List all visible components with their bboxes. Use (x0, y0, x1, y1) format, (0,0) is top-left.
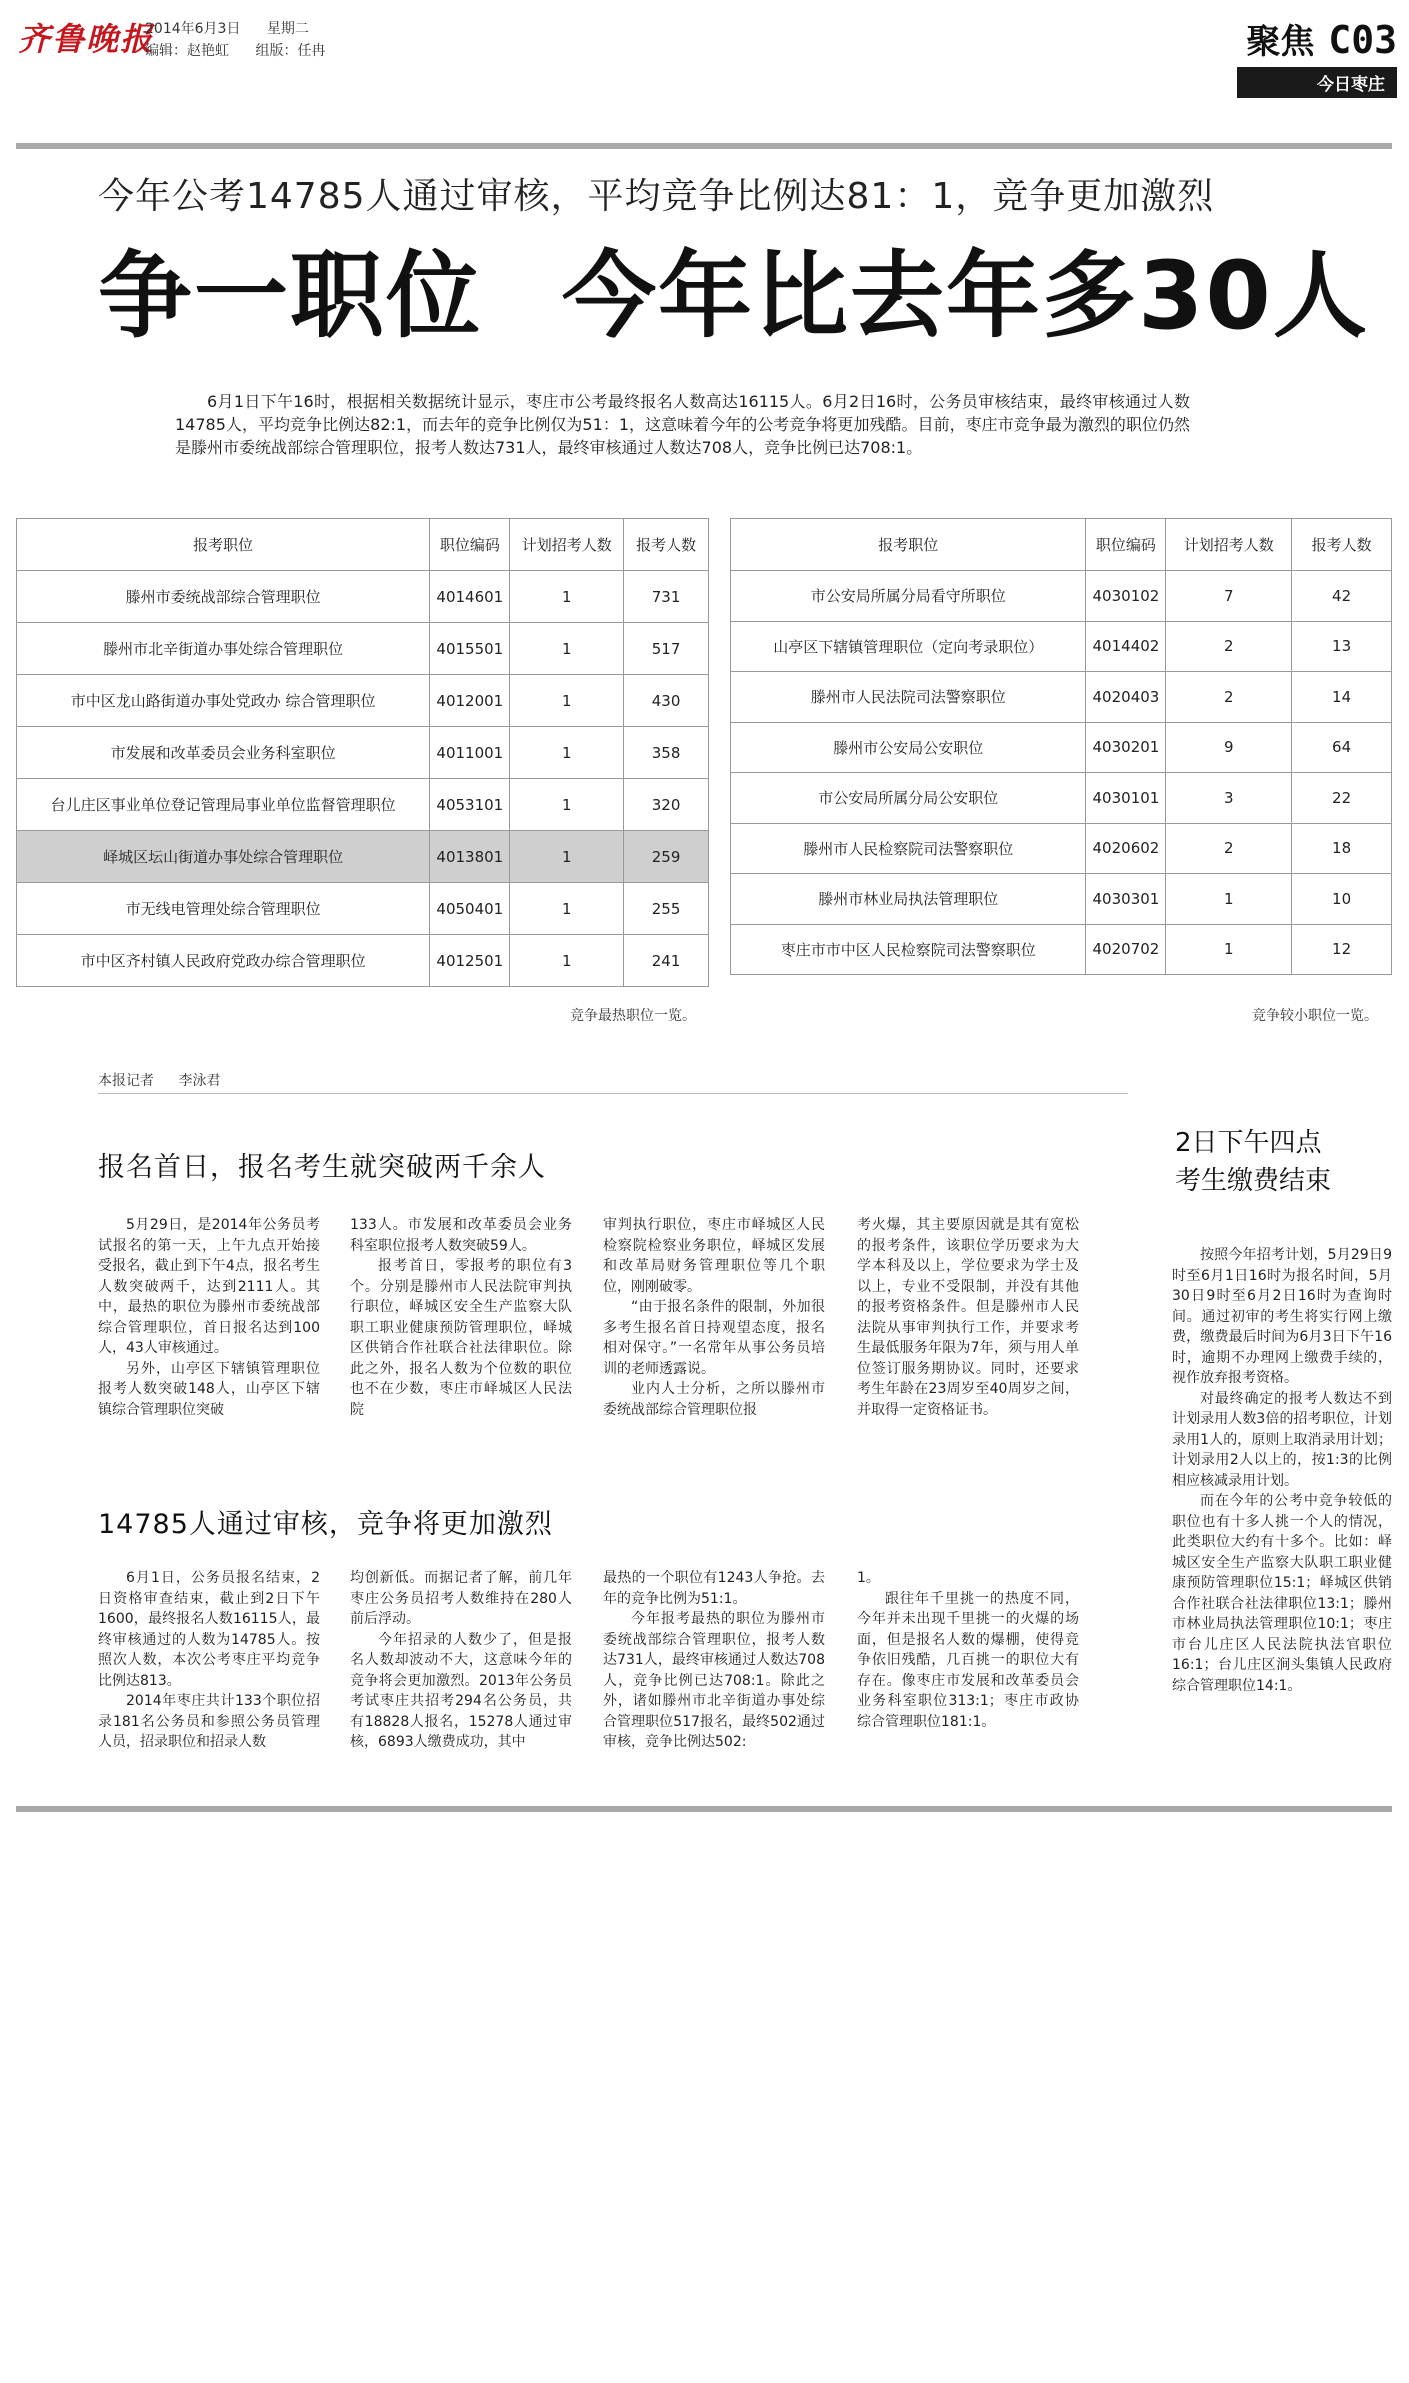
cell-applicants: 517 (624, 623, 709, 675)
cell-position: 滕州市人民法院司法警察职位 (731, 672, 1086, 723)
cell-position: 滕州市北辛街道办事处综合管理职位 (17, 623, 430, 675)
reporter-name: 李泳君 (178, 1073, 221, 1089)
cell-plan: 1 (510, 935, 624, 987)
cell-position: 市中区齐村镇人民政府党政办综合管理职位 (17, 935, 430, 987)
section-2-column-1 (98, 1568, 320, 1753)
cell-position: 滕州市委统战部综合管理职位 (17, 571, 430, 623)
cell-position: 山亭区下辖镇管理职位（定向考录职位） (731, 621, 1086, 672)
paragraph: 跟往年千里挑一的热度不同，今年并未出现千里挑一的火爆的场面，但是报名人数的爆棚，使得竞争依旧残酷，几百挑一的职位大有存在。像枣庄市发展和改革委员会业务科室职位313:1；枣庄市政协综合管理职位181:1。 (857, 1590, 1079, 1730)
table-row (731, 874, 1392, 925)
newspaper-logo: 齐鲁晚报 (18, 20, 155, 58)
dateline (145, 18, 347, 62)
table-row (731, 823, 1392, 874)
table-row (17, 727, 709, 779)
cell-code: 4053101 (430, 779, 510, 831)
cell-plan: 1 (1166, 874, 1292, 925)
cell-applicants: 13 (1292, 621, 1392, 672)
top-divider (16, 143, 1392, 149)
cell-code: 4014601 (430, 571, 510, 623)
cell-plan: 2 (1166, 672, 1292, 723)
paragraph: 按照今年招考计划，5月29日9时至6月1日16时为报名时间，5月30日9时至6月2日16时为查询时间。通过初审的考生将实行网上缴费，缴费最后时间为6月3日下午16时，逾期不办理网上缴费手续的，视作放弃报考资格。 (1172, 1247, 1392, 1386)
headline-part-1: 争一职位 (98, 242, 483, 351)
table-row (731, 773, 1392, 824)
table-row (17, 623, 709, 675)
cell-applicants: 64 (1292, 722, 1392, 773)
paragraph: “由于报名条件的限制，外加很多考生报名首日持观望态度，报名相对保守。”一名常年从事公务员培训的老师透露说。 (603, 1299, 825, 1377)
cell-applicants: 42 (1292, 571, 1392, 622)
cell-code: 4030301 (1086, 874, 1166, 925)
cell-plan: 2 (1166, 823, 1292, 874)
cell-applicants: 14 (1292, 672, 1392, 723)
headline-part-2: 今年比去年多30人 (562, 242, 1369, 351)
section-label (1237, 14, 1397, 98)
section-1-column-2 (350, 1215, 572, 1420)
section-1-title: 报名首日，报名考生就突破两千余人 (98, 1152, 546, 1183)
cell-applicants: 430 (624, 675, 709, 727)
table-row (17, 779, 709, 831)
section-2-column-2 (350, 1568, 572, 1753)
header-code: 职位编码 (1086, 519, 1166, 571)
page-code: C03 (1328, 18, 1397, 62)
table-row (17, 935, 709, 987)
cell-code: 4012001 (430, 675, 510, 727)
cell-position: 市无线电管理处综合管理职位 (17, 883, 430, 935)
layout-credit: 组版：任冉 (255, 43, 326, 59)
section-1-column-1 (98, 1215, 320, 1420)
cell-plan: 1 (510, 727, 624, 779)
cell-applicants: 10 (1292, 874, 1392, 925)
paragraph: 今年招录的人数少了，但是报名人数却波动不大，这意味今年的竞争将会更加激烈。2013年公务员考试枣庄共招考294名公务员，共有18828人报名，15278人通过审核，6893人缴费成功，其中 (350, 1631, 572, 1750)
section-1-column-4 (857, 1215, 1079, 1420)
table-row (731, 924, 1392, 975)
byline-divider (98, 1093, 1128, 1094)
paragraph: 1。 (857, 1570, 880, 1586)
cell-plan: 1 (510, 571, 624, 623)
byline (98, 1070, 240, 1090)
section-1-column-3 (603, 1215, 825, 1420)
section-2-column-4 (857, 1568, 1079, 1732)
table-row (731, 621, 1392, 672)
cell-position: 市发展和改革委员会业务科室职位 (17, 727, 430, 779)
cell-code: 4020702 (1086, 924, 1166, 975)
table-header-row (731, 519, 1392, 571)
cell-plan: 9 (1166, 722, 1292, 773)
cell-code: 4020602 (1086, 823, 1166, 874)
cell-plan: 1 (510, 831, 624, 883)
section-subtitle: 今日枣庄 (1237, 67, 1397, 98)
header-applicants: 报考人数 (624, 519, 709, 571)
section-name: 聚焦 (1246, 22, 1315, 62)
cell-plan: 1 (510, 883, 624, 935)
cell-plan: 1 (510, 675, 624, 727)
cell-position: 峄城区坛山街道办事处综合管理职位 (17, 831, 430, 883)
sidebar-title-line-1: 2日下午四点 (1175, 1128, 1322, 1158)
cell-position: 市中区龙山路街道办事处党政办 综合管理职位 (17, 675, 430, 727)
table-header-row (17, 519, 709, 571)
cell-applicants: 255 (624, 883, 709, 935)
table-row-highlighted (17, 831, 709, 883)
editor-credit: 编辑：赵艳虹 (145, 43, 229, 59)
cell-code: 4013801 (430, 831, 510, 883)
hot-table-caption: 竞争最热职位一览。 (570, 1008, 696, 1024)
paragraph: 均创新低。而据记者了解，前几年枣庄公务员招考人数维持在280人前后浮动。 (350, 1570, 572, 1627)
paragraph: 审判执行职位，枣庄市峄城区人民检察院检察业务职位，峄城区发展和改革局财务管理职位等几个职位，刚刚破零。 (603, 1217, 825, 1295)
cell-position: 市公安局所属分局看守所职位 (731, 571, 1086, 622)
bottom-divider (16, 1806, 1392, 1812)
table-row (731, 672, 1392, 723)
cell-plan: 3 (1166, 773, 1292, 824)
section-2-title: 14785人通过审核，竞争将更加激烈 (98, 1509, 553, 1540)
table-row (17, 883, 709, 935)
cell-position: 滕州市人民检察院司法警察职位 (731, 823, 1086, 874)
cell-applicants: 241 (624, 935, 709, 987)
sidebar-body (1172, 1245, 1392, 1696)
cell-code: 4030101 (1086, 773, 1166, 824)
cell-position: 枣庄市市中区人民检察院司法警察职位 (731, 924, 1086, 975)
header-plan: 计划招考人数 (1166, 519, 1292, 571)
cold-positions-table (730, 518, 1392, 975)
cell-plan: 7 (1166, 571, 1292, 622)
header-code: 职位编码 (430, 519, 510, 571)
issue-date: 2014年6月3日 (145, 21, 241, 37)
paragraph: 6月1日，公务员报名结束，2日资格审查结束，截止到2日下午1600，最终报名人数16115人，最终审核通过的人数为14785人。按照次人数，本次公考枣庄平均竞争比例达813。 (98, 1570, 320, 1689)
byline-label: 本报记者 (98, 1073, 154, 1089)
table-row (731, 722, 1392, 773)
cell-applicants: 18 (1292, 823, 1392, 874)
paragraph: 今年报考最热的职位为滕州市委统战部综合管理职位，报考人数达731人，最终审核通过人数达708人，竞争比例已达708:1。除此之外，诸如滕州市北辛街道办事处综合管理职位517报名，最终502通过审核，竞争比例达502: (603, 1611, 825, 1750)
issue-weekday: 星期二 (266, 21, 309, 37)
cell-plan: 1 (510, 779, 624, 831)
cell-applicants: 358 (624, 727, 709, 779)
cell-applicants: 259 (624, 831, 709, 883)
cell-applicants: 12 (1292, 924, 1392, 975)
cell-position: 市公安局所属分局公安职位 (731, 773, 1086, 824)
paragraph: 最热的一个职位有1243人争抢。去年的竞争比例为51:1。 (603, 1570, 825, 1607)
cell-code: 4012501 (430, 935, 510, 987)
paragraph: 报考首日，零报考的职位有3个。分别是滕州市人民法院审判执行职位，峄城区安全生产监察大队职工职业健康预防管理职位，峄城区供销合作社联合社法律职位。除此之外，报名人数为个位数的职位也不在少数，枣庄市峄城区人民法院 (350, 1258, 572, 1418)
header-applicants: 报考人数 (1292, 519, 1392, 571)
cell-code: 4030102 (1086, 571, 1166, 622)
cell-position: 滕州市林业局执法管理职位 (731, 874, 1086, 925)
cell-applicants: 320 (624, 779, 709, 831)
cell-code: 4014402 (1086, 621, 1166, 672)
lead-paragraph: 6月1日下午16时，根据相关数据统计显示，枣庄市公考最终报名人数高达16115人。6月2日16时，公务员审核结束，最终审核通过人数14785人，平均竞争比例达82:1，而去年的竞争比例仅为51：1，这意味着今年的公考竞争将更加残酷。目前，枣庄市竞争最为激烈的职位仍然是滕州市委统战部综合管理职位，报考人数达731人，最终审核通过人数达708人，竞争比例已达708:1。 (175, 392, 1190, 457)
header-position: 报考职位 (731, 519, 1086, 571)
paragraph: 考火爆，其主要原因就是其有宽松的报考条件，该职位学历要求为大学本科及以上，学位要求为学士及以上，专业不受限制，并没有其他的报考资格条件。但是滕州市人民法院从事审判执行工作，并要求考生最低服务年限为7年，须与用人单位签订服务期协议。同时，还要求考生年龄在23周岁至40周岁之间，并取得一定资格证书。 (857, 1217, 1079, 1418)
header-plan: 计划招考人数 (510, 519, 624, 571)
cell-code: 4011001 (430, 727, 510, 779)
table-row (17, 571, 709, 623)
paragraph: 133人。市发展和改革委员会业务科室职位报考人数突破59人。 (350, 1217, 572, 1254)
cell-position: 滕州市公安局公安职位 (731, 722, 1086, 773)
cell-plan: 1 (510, 623, 624, 675)
cell-code: 4015501 (430, 623, 510, 675)
cell-plan: 2 (1166, 621, 1292, 672)
cell-code: 4050401 (430, 883, 510, 935)
paragraph: 而在今年的公考中竞争较低的职位也有十多人挑一个人的情况，此类职位大约有十多个。比如：峄城区安全生产监察大队职工职业健康预防管理职位15:1；峄城区供销合作社联合社法律职位13:1；滕州市林业局执法管理职位10:1；枣庄市台儿庄区人民法院执法官职位16:1；台儿庄区涧头集镇人民政府综合管理职位14:1。 (1172, 1493, 1392, 1694)
paragraph: 对最终确定的报考人数达不到计划录用人数3倍的招考职位，计划录用1人的，原则上取消录用计划；计划录用2人以上的，按1:3的比例相应核减录用计划。 (1172, 1390, 1392, 1489)
hot-positions-table (16, 518, 709, 987)
paragraph: 另外，山亭区下辖镇管理职位报考人数突破148人，山亭区下辖镇综合管理职位突破 (98, 1360, 320, 1418)
section-2-column-3 (603, 1568, 825, 1753)
main-headline (98, 220, 1398, 355)
header-position: 报考职位 (17, 519, 430, 571)
sidebar-title-line-2: 考生缴费结束 (1175, 1166, 1332, 1196)
table-row (17, 675, 709, 727)
cell-code: 4020403 (1086, 672, 1166, 723)
kicker-headline: 今年公考14785人通过审核，平均竞争比例达81：1，竞争更加激烈 (98, 176, 1215, 217)
paragraph: 业内人士分析，之所以滕州市委统战部综合管理职位报 (603, 1381, 825, 1418)
cell-position: 台儿庄区事业单位登记管理局事业单位监督管理职位 (17, 779, 430, 831)
cell-applicants: 22 (1292, 773, 1392, 824)
sidebar-title (1175, 1124, 1375, 1200)
cell-code: 4030201 (1086, 722, 1166, 773)
cell-applicants: 731 (624, 571, 709, 623)
cold-table-caption: 竞争较小职位一览。 (1252, 1008, 1378, 1024)
table-row (731, 571, 1392, 622)
masthead (0, 0, 1409, 100)
paragraph: 5月29日，是2014年公务员考试报名的第一天，上午九点开始接受报名，截止到下午4点，报名考生人数突破两千，达到2111人。其中，最热的职位为滕州市委统战部综合管理职位，首日报名达到100人，43人审核通过。 (98, 1217, 320, 1356)
cell-plan: 1 (1166, 924, 1292, 975)
paragraph: 2014年枣庄共计133个职位招录181名公务员和参照公务员管理人员，招录职位和招录人数 (98, 1693, 320, 1750)
